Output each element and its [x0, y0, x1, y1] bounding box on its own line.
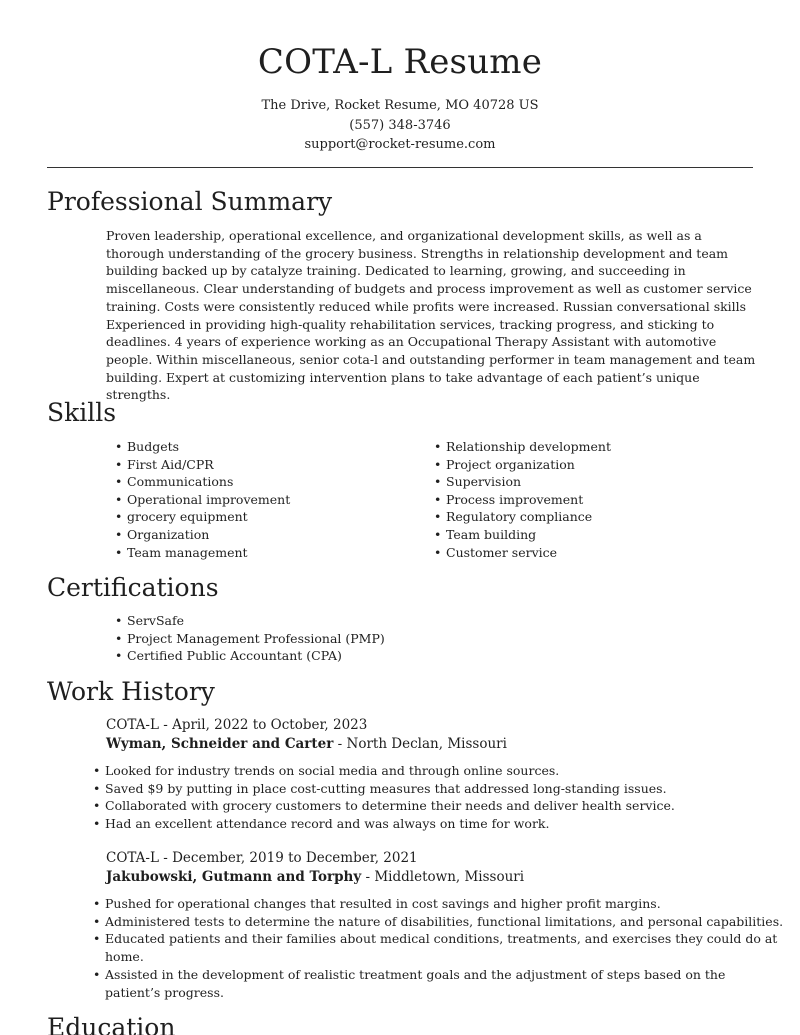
job-entry	[105, 849, 784, 1001]
skill-item: • Team building	[425, 526, 745, 544]
header-divider	[47, 167, 753, 168]
skill-item: • Customer service	[425, 544, 745, 562]
contact-email[interactable]: support@rocket-resume.com	[304, 137, 496, 152]
job-entry	[106, 716, 766, 833]
certifications-list	[106, 612, 746, 665]
skill-item: • Relationship development	[425, 438, 745, 456]
job-bullet: • Collaborated with grocery customers to determine their needs and deliver health service.	[84, 797, 784, 815]
job-bullet: • Looked for industry trends on social media and through online sources.	[84, 762, 784, 780]
skill-item: • Organization	[106, 526, 426, 544]
skill-item: • Process improvement	[425, 491, 745, 509]
section-title-certifications: Certifications	[47, 573, 219, 602]
job-company-line	[106, 735, 766, 754]
skill-item: • Budgets	[106, 438, 426, 456]
job-bullet: • Administered tests to determine the nature of disabilities, functional limitations, and personal capabilities.	[84, 913, 784, 931]
resume-header	[0, 0, 800, 155]
skill-item: • First Aid/CPR	[106, 456, 426, 474]
skills-list-left	[106, 438, 426, 561]
skill-item: • Operational improvement	[106, 491, 426, 509]
section-title-skills: Skills	[47, 398, 117, 427]
summary-text: Proven leadership, operational excellence, and organizational development skills, as well as a thorough understanding of the grocery business. Strengths in relationship development and team building backed up by catalyze training. Dedicated to learning, growing, and succeeding in miscellaneous. Clear understanding of budgets and process improvement as well as customer service training. Costs were consistently reduced while profits were increased. Russian conversational skills Experienced in providing high-quality rehabilitation services, tracking progress, and sticking to deadlines. 4 years of experience working as an Occupational Therapy Assistant with automotive people. Within miscellaneous, senior cota-l and outstanding performer in team management and team building. Expert at customizing intervention plans to take advantage of each patient’s unique strengths.	[106, 228, 756, 403]
contact-block	[0, 96, 800, 155]
skill-item: • Communications	[106, 473, 426, 491]
job-bullet: • Had an excellent attendance record and was always on time for work.	[84, 815, 784, 833]
skill-item: • Team management	[106, 544, 426, 562]
company-name: Jakubowski, Gutmann and Torphy	[106, 869, 362, 885]
contact-address: The Drive, Rocket Resume, MO 40728 US	[261, 98, 539, 113]
job-bullet: • Saved $9 by putting in place cost-cutting measures that addressed long-standing issues.	[84, 780, 784, 798]
job-title-line: COTA-L - December, 2019 to December, 2021	[106, 850, 418, 866]
section-title-work-history: Work History	[47, 677, 215, 706]
job-location: - Middletown, Missouri	[361, 869, 525, 885]
skills-list-right	[425, 438, 745, 561]
certification-item: • Project Management Professional (PMP)	[106, 630, 746, 648]
job-company-line	[106, 868, 766, 887]
company-name: Wyman, Schneider and Carter	[106, 736, 334, 752]
section-title-education: Education	[47, 1013, 176, 1035]
certification-item: • ServSafe	[106, 612, 746, 630]
job-bullet: • Educated patients and their families about medical conditions, treatments, and exercises they could do at home.	[84, 930, 784, 965]
section-title-summary: Professional Summary	[47, 187, 333, 216]
skill-item: • Regulatory compliance	[425, 508, 745, 526]
resume-title: COTA-L Resume	[257, 42, 543, 82]
skill-item: • Project organization	[425, 456, 745, 474]
job-bullet: • Pushed for operational changes that resulted in cost savings and higher profit margins.	[84, 895, 784, 913]
job-bullets	[84, 895, 784, 1001]
skill-item: • grocery equipment	[106, 508, 426, 526]
job-bullets	[84, 762, 784, 833]
skill-item: • Supervision	[425, 473, 745, 491]
contact-phone: (557) 348-3746	[349, 117, 451, 133]
job-title-line: COTA-L - April, 2022 to October, 2023	[106, 717, 368, 733]
job-bullet: • Assisted in the development of realistic treatment goals and the adjustment of steps based on the patient’s progress.	[84, 966, 784, 1001]
certification-item: • Certified Public Accountant (CPA)	[106, 647, 746, 665]
job-location: - North Declan, Missouri	[333, 736, 507, 752]
